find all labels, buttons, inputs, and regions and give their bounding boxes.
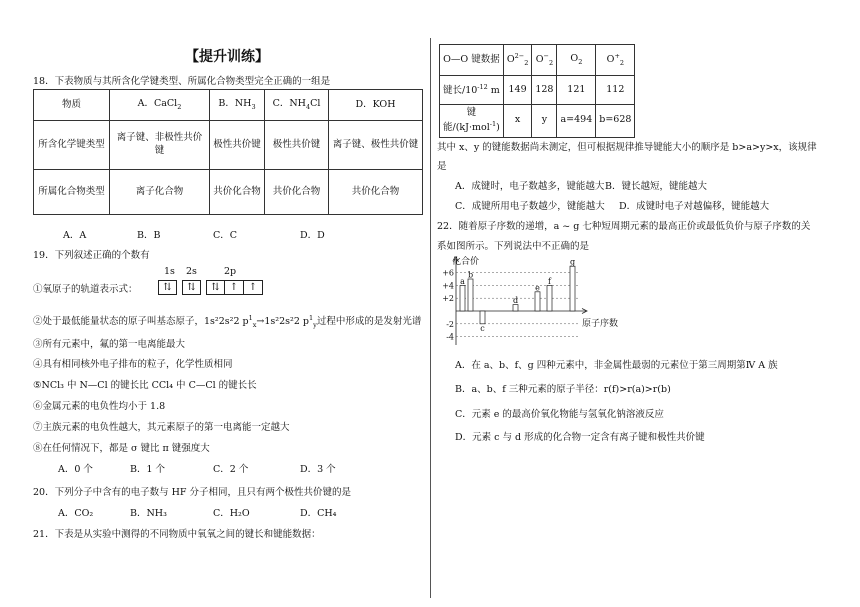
bar-label-e: e [535, 283, 540, 293]
orbital-box-2p [206, 280, 263, 295]
q18-row1-d: 离子键、极性共价键 [329, 121, 423, 170]
page-title: 【提升训练】 [185, 49, 269, 65]
y-tick-label: -2 [446, 319, 454, 329]
y-tick-label: +4 [442, 281, 454, 291]
q18-option-d: D．D [300, 230, 325, 241]
bar-label-g: g [569, 257, 576, 267]
bar-c [480, 311, 485, 324]
q20-option-b: B．NH₃ [130, 508, 167, 519]
q21-energy-1: y [532, 105, 557, 138]
bar-a [460, 285, 465, 311]
orbital-label-1s: 1s [164, 266, 175, 277]
x-axis-label: 原子序数 [582, 319, 619, 329]
q18-stem: 18．下表物质与其所含化学键类型、所属化合物类型完全正确的一组是 [33, 76, 331, 87]
q21-header-o2-plus: $O^+_2$ [596, 45, 635, 76]
q19-statement-7: ⑦主族元素的电负性越大，其元素原子的第一电离能一定越大 [33, 422, 290, 433]
q18-header-a: A．CaCl$_2$ [110, 90, 210, 121]
q21-option-d: D．成键时电子对越偏移，键能越大 [619, 201, 770, 212]
q21-header-o2-minus: $O^-_2$ [532, 45, 557, 76]
q19-statement-2: ②处于最低能量状态的原子叫基态原子，1s²2s²2 $p^1_x\to 1s^22s^22$ $p^1_y$过程中形成的是发射光谱 [33, 313, 422, 329]
q18-row1-c: 极性共价键 [265, 121, 329, 170]
q18-header-substance: 物质 [34, 90, 110, 121]
y-tick-label: +6 [442, 268, 454, 278]
q20-option-d: D．CH₄ [300, 508, 337, 519]
orbital-box-1s [158, 280, 177, 295]
bar-label-a: a [460, 276, 465, 286]
orbital-label-2s: 2s [186, 266, 197, 277]
q21-after-2: 是 [437, 161, 447, 172]
y-tick-label: +2 [442, 294, 454, 304]
q21-length-3: 112 [596, 76, 635, 105]
q21-header-label: O—O 键数据 [440, 45, 504, 76]
q19-statement-6: ⑥金属元素的电负性均小于 1.8 [33, 401, 166, 412]
q18-row2-d: 共价化合物 [329, 170, 423, 215]
q18-header-c: C．$NH_4Cl$ [265, 90, 329, 121]
bar-d [513, 305, 518, 311]
q18-row1-b: 极性共价键 [210, 121, 265, 170]
q22-option-a: A．在 a、b、f、g 四种元素中，非金属性最弱的元素位于第三周期第Ⅳ A 族 [455, 360, 778, 371]
paired-arrows-icon: ⇅ [158, 280, 177, 295]
q18-row2-label: 所属化合物类型 [34, 170, 110, 215]
valence-chart [436, 255, 636, 347]
q18-header-d: D．KOH [329, 90, 423, 121]
q22-option-b: B．a、b、f 三种元素的原子半径：r(f)>r(a)>r(b) [455, 384, 671, 395]
q19-statement-4: ④具有相同核外电子排布的粒子，化学性质相同 [33, 359, 233, 370]
q21-length-label: 键长$/10^{-12}$ m [440, 76, 504, 105]
bar-label-d: d [512, 296, 519, 306]
q19-statement-8: ⑧在任何情况下，都是 σ 键比 π 键强度大 [33, 443, 210, 454]
q19-stem: 19．下列叙述正确的个数有 [33, 250, 150, 261]
q22-stem-1: 22．随着原子序数的递增，a ~ g 七种短周期元素的最高正价或最低负价与原子序数的关 [437, 221, 811, 232]
bar-e [535, 292, 540, 311]
q18-table [33, 89, 423, 215]
q19-statement-1: ①氧原子的轨道表示式： [33, 284, 138, 295]
q19-statement-3: ③所有元素中，氟的第一电离能最大 [33, 339, 186, 350]
bar-g [570, 266, 575, 311]
bar-b [468, 279, 473, 311]
q21-option-c: C．成键所用电子数越少，键能越大 [455, 201, 605, 212]
bar-label-b: b [467, 270, 474, 280]
q18-header-b: B．$NH_3$ [210, 90, 265, 121]
q18-row2-b: 共价化合物 [210, 170, 265, 215]
q22-option-d: D．元素 c 与 d 形成的化合物一定含有离子键和极性共价键 [455, 432, 705, 443]
bar-label-f: f [548, 276, 551, 286]
q21-stem: 21．下表是从实验中测得的不同物质中氧氧之间的键长和键能数据： [33, 529, 321, 540]
q21-table [439, 44, 635, 138]
q19-statement-5: ⑤NCl₃ 中 N—Cl 的键长比 CCl₄ 中 C—Cl 的键长长 [33, 380, 257, 391]
q21-length-0: 149 [503, 76, 532, 105]
q18-option-b: B．B [137, 230, 161, 241]
q21-header-o2: $O_2$ [557, 45, 596, 76]
q18-option-a: A．A [63, 230, 87, 241]
q21-energy-label: 键能/(kJ·mol$^{-1}$) [440, 105, 504, 138]
q19-option-a: A．0 个 [58, 464, 93, 475]
orbital-box-2s [182, 280, 201, 295]
q21-length-2: 121 [557, 76, 596, 105]
q21-option-b: B．键长越短，键能越大 [605, 181, 707, 192]
q19-option-d: D．3 个 [300, 464, 336, 475]
up-arrow-icon: ↑ [225, 280, 244, 295]
q20-option-c: C．H₂O [213, 508, 250, 519]
q19-option-b: B．1 个 [130, 464, 166, 475]
up-arrow-icon: ↑ [244, 280, 263, 295]
q18-row1-a: 离子键、非极性共价键 [110, 121, 210, 170]
q22-stem-2: 系如图所示。下列说法中不正确的是 [437, 241, 590, 252]
q18-row2-c: 共价化合物 [265, 170, 329, 215]
paired-arrows-icon: ⇅ [182, 280, 201, 295]
column-divider [430, 38, 431, 598]
bar-label-c: c [480, 323, 485, 333]
q21-after-1: 其中 x、y 的键能数据尚未测定，但可根据规律推导键能大小的顺序是 b>a>y>x，该规律 [437, 142, 817, 153]
q21-length-1: 128 [532, 76, 557, 105]
q21-option-a: A．成键时，电子数越多，键能越大 [455, 181, 605, 192]
q21-header-o2-2minus: $O^{2-}_2$ [503, 45, 532, 76]
q20-option-a: A．CO₂ [58, 508, 94, 519]
q22-option-c: C．元素 e 的最高价氧化物能与氢氧化钠溶液反应 [455, 409, 664, 420]
q21-energy-3: b=628 [596, 105, 635, 138]
paired-arrows-icon: ⇅ [206, 280, 225, 295]
q21-energy-0: x [503, 105, 532, 138]
q18-row1-label: 所含化学键类型 [34, 121, 110, 170]
orbital-diagram [158, 266, 268, 300]
orbital-label-2p: 2p [224, 266, 237, 277]
y-tick-label: -4 [446, 332, 454, 342]
bar-f [547, 285, 552, 311]
q18-option-c: C．C [213, 230, 238, 241]
y-axis-label: 化合价 [452, 257, 480, 267]
q18-row2-a: 离子化合物 [110, 170, 210, 215]
q20-stem: 20．下列分子中含有的电子数与 HF 分子相同，且只有两个极性共价键的是 [33, 487, 352, 498]
q19-option-c: C．2 个 [213, 464, 249, 475]
q21-energy-2: a=494 [557, 105, 596, 138]
